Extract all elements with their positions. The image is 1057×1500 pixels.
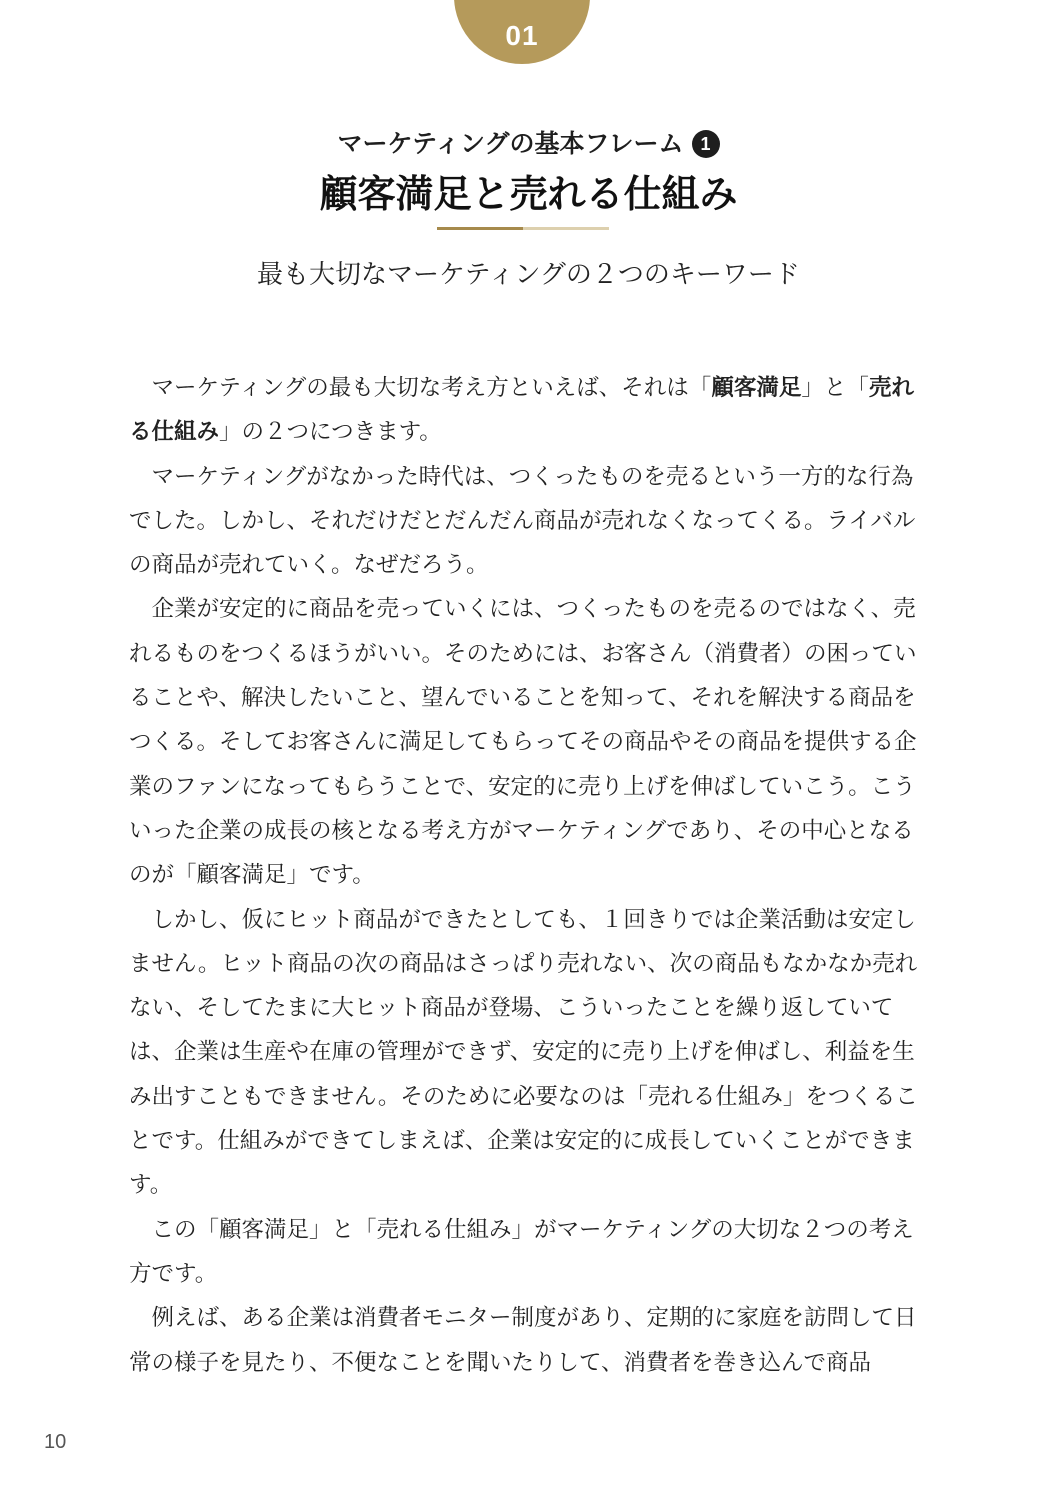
paragraph-5: この「顧客満足」と「売れる仕組み」がマーケティングの大切な２つの考え方です。 bbox=[129, 1216, 914, 1287]
section-number-badge: 1 bbox=[692, 130, 720, 158]
page-title: 顧客満足と売れる仕組み bbox=[319, 172, 738, 216]
p1-bold-1: 顧客満足 bbox=[711, 375, 802, 401]
paragraph-2: マーケティングがなかった時代は、つくったものを売るという一方的な行為でした。しかし、それだけだとだんだん商品が売れなくなってくる。ライバルの商品が売れていく。なぜだろう。 bbox=[129, 463, 916, 579]
p1-text-3: 」の２つにつきます。 bbox=[219, 419, 442, 446]
page-subtitle: 最も大切なマーケティングの２つのキーワード bbox=[257, 260, 800, 290]
paragraph-6: 例えば、ある企業は消費者モニター制度があり、定期的に家庭を訪問して日常の様子を見たり、不便なことを聞いたりして、消費者を巻き込んで商品 bbox=[129, 1305, 917, 1376]
section-label bbox=[0, 124, 1057, 160]
divider-light-segment bbox=[523, 227, 609, 230]
page-number: 10 bbox=[44, 1431, 67, 1453]
paragraph-3: 企業が安定的に商品を売っていくには、つくったものを売るのではなく、売れるものをつくるほうがいい。そのためには、お客さん（消費者）の困っていることや、解決したいこと、望んでいることを知って、それを解決する商品をつくる。そしてお客さんに満足してもらってその商品やその商品を提供する企業のファンになってもらうことで、安定的に売り上げを伸ばしていこう。こういった企業の成長の核となる考え方がマーケティングであり、その中心となるのが「顧客満足」です。 bbox=[129, 596, 917, 889]
p1-text-2: 」と「 bbox=[801, 375, 869, 401]
paragraph-4: しかし、仮にヒット商品ができたとしても、１回きりでは企業活動は安定しません。ヒット商品の次の商品はさっぱり売れない、次の商品もなかなか売れない、そしてたまに大ヒット商品が登場、こういったことを繰り返していては、企業は生産や在庫の管理ができず、安定的に売り上げを伸ばし、利益を生み出すこともできません。そのために必要なのは「売れる仕組み」をつくることです。仕組みができてしまえば、企業は安定的に成長していくことができます。 bbox=[129, 906, 918, 1199]
paragraph-1 bbox=[129, 366, 919, 455]
chapter-number: 01 bbox=[505, 20, 539, 51]
p1-bold-2: 売れる仕組み bbox=[129, 375, 914, 446]
body-text bbox=[129, 366, 919, 1385]
p1-text-1: マーケティングの最も大切な考え方といえば、それは「 bbox=[151, 375, 712, 401]
chapter-badge bbox=[454, 0, 590, 64]
divider-dark-segment bbox=[437, 227, 523, 230]
title-divider bbox=[437, 227, 609, 230]
section-label-text: マーケティングの基本フレーム bbox=[337, 129, 684, 158]
